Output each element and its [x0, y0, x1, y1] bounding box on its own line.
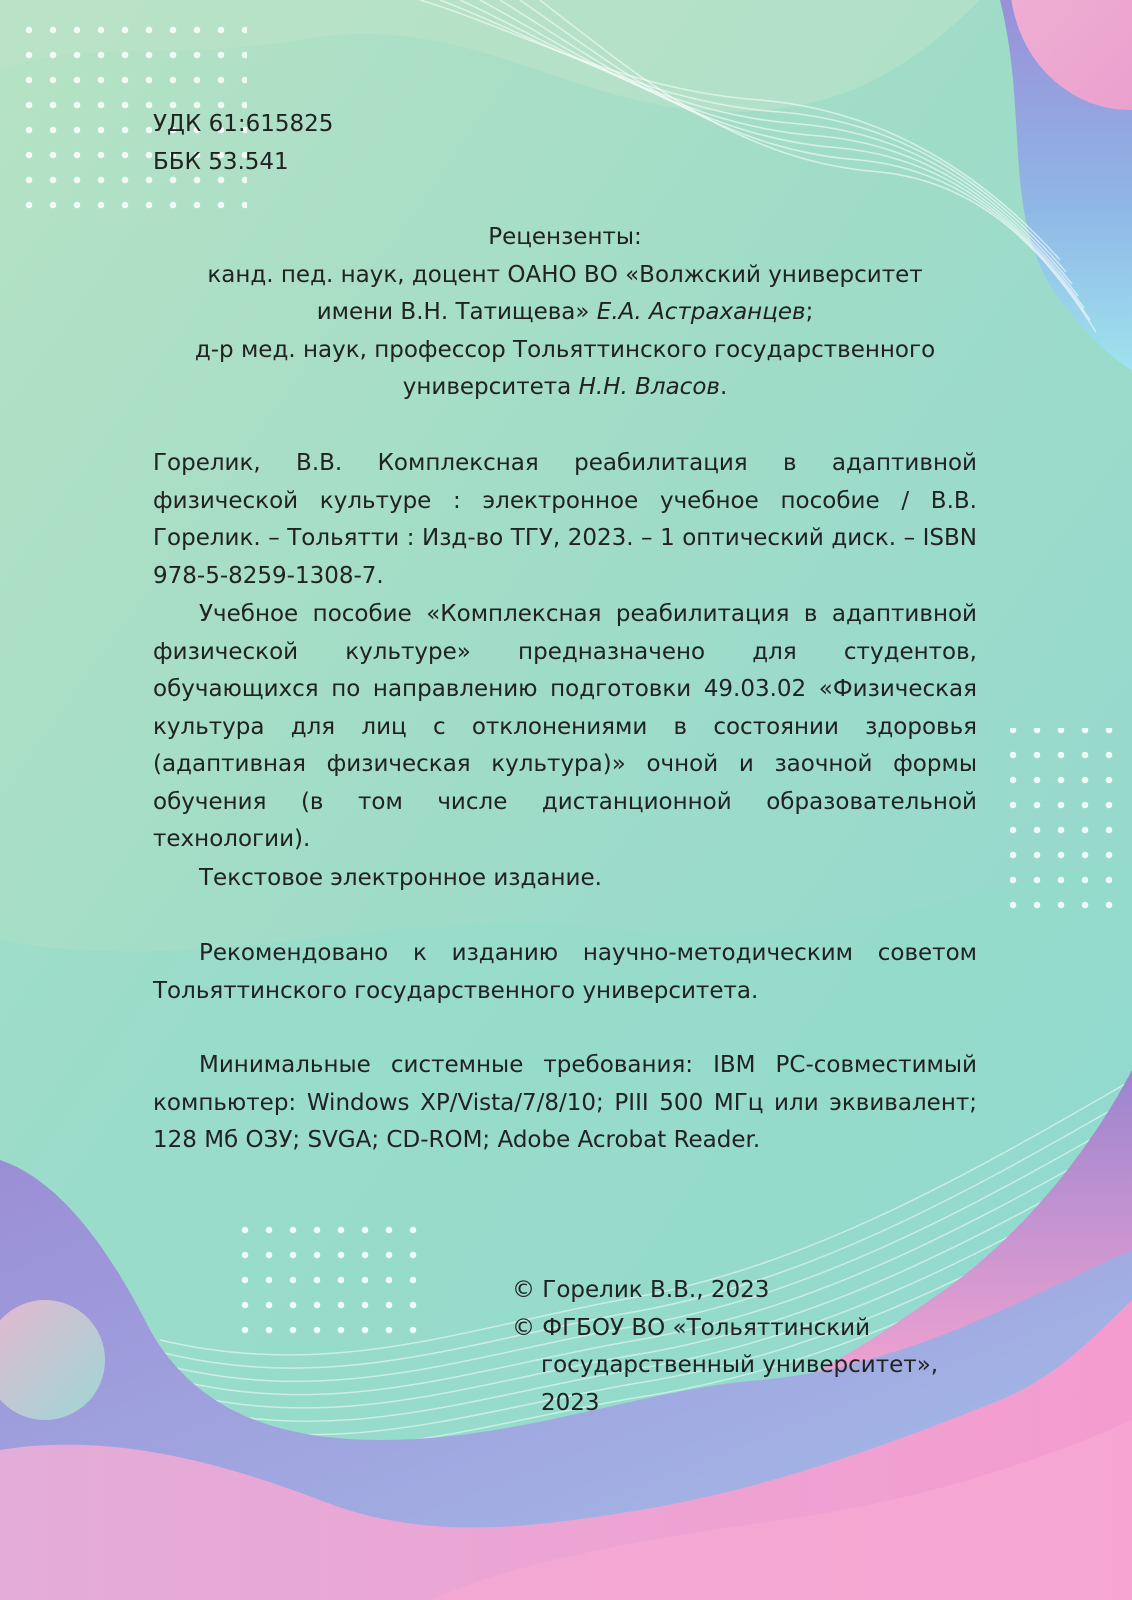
- copyright-publisher-line2: государственный университет», 2023: [541, 1352, 939, 1416]
- reviewer-2-name: Н.Н. Власов: [578, 374, 720, 400]
- reviewer-2-line2: [180, 369, 950, 407]
- reviewer-2-affiliation: д-р мед. наук, профессор Тольяттинского государственного: [194, 336, 936, 363]
- system-requirements: Минимальные системные требования: IBM PC-совместимый компьютер: Windows XP/Vista/7/8/10; PIII 500 МГц или эквивалент; 128 Мб ОЗУ; SVGA; CD-ROM; Adobe Acrobat Reader.: [153, 1052, 977, 1153]
- reviewer-1-punct: ;: [805, 299, 814, 325]
- edition-type: Текстовое электронное издание.: [199, 865, 602, 891]
- copyright-publisher-line1: © ФГБОУ ВО «Тольяттинский: [512, 1314, 871, 1341]
- reviewer-1-name: Е.А. Астраханцев: [596, 299, 806, 325]
- reviewer-2-punct: .: [719, 374, 728, 400]
- reviewer-1-line2: [180, 294, 950, 332]
- udk-code: УДК 61:615825: [153, 111, 334, 137]
- reviewer-1-affiliation-end: имени В.Н. Татищева»: [316, 299, 597, 325]
- bbk-code: ББК 53.541: [153, 148, 289, 175]
- annotation-paragraph: Учебное пособие «Комплексная реабилитация в адаптивной физической культуре» предназначено для студентов, обучающихся по направлению подготовки 49.03.02 «Физическая культура для лиц с отклонениями в состоянии здоровья (адаптивная физическая культура)» очной и заочной формы обучения (в том числе дистанционной образовательной технологии).: [153, 601, 977, 852]
- recommendation-paragraph: Рекомендовано к изданию научно-методическим советом Тольяттинского государственного университета.: [153, 940, 977, 1004]
- reviewers-block: [180, 219, 950, 407]
- bibliographic-record: Горелик, В.В. Комплексная реабилитация в адаптивной физической культуре : электронное учебное пособие / В.В. Горелик. – Тольятти : Изд-во ТГУ, 2023. – 1 оптический диск. – ISBN 978-5-8259-1308-7.: [153, 450, 977, 589]
- reviewer-1-affiliation: канд. пед. наук, доцент ОАНО ВО «Волжский университет: [207, 261, 923, 288]
- copyright-author: © Горелик В.В., 2023: [512, 1277, 770, 1303]
- classification-codes: [153, 106, 333, 181]
- reviewers-heading: Рецензенты:: [488, 224, 642, 250]
- reviewer-2-affiliation-end: университета: [402, 374, 579, 400]
- copyright-block: [512, 1272, 982, 1422]
